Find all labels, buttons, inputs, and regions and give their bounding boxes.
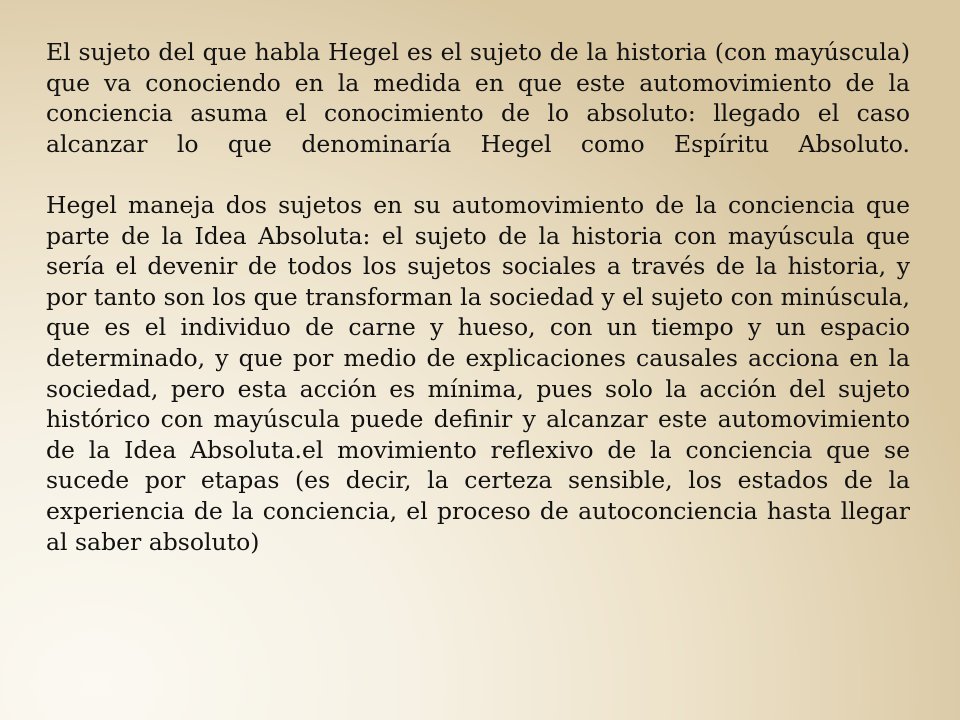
paragraph-two-subjects: Hegel maneja dos sujetos en su automovimiento de la conciencia que parte de la Idea Absoluta: el sujeto de la historia con mayúscula que sería el devenir de todos los sujetos sociales a través de la historia, y por tanto son los que transforman la sociedad y el sujeto con minúscula, que es el individuo de carne y hueso, con un tiempo y un espacio determinado, y que por medio de explicaciones causales acciona en la sociedad, pero esta acción es mínima, pues solo la acción del sujeto histórico con mayúscula puede definir y alcanzar este automovimiento de la Idea Absoluta.el movimiento reflexivo de la conciencia que se sucede por etapas (es decir, la certeza sensible, los estados de la experiencia de la conciencia, el proceso de autoconciencia hasta llegar al saber absoluto) <box>46 190 910 556</box>
slide-body <box>46 37 910 557</box>
paragraph-subject-of-history: El sujeto del que habla Hegel es el sujeto de la historia (con mayúscula) que va conociendo en la medida en que este automovimiento de la conciencia asuma el conocimiento de lo absoluto: llegado el caso alcanzar lo que denominaría Hegel como Espíritu Absoluto. <box>46 38 910 158</box>
